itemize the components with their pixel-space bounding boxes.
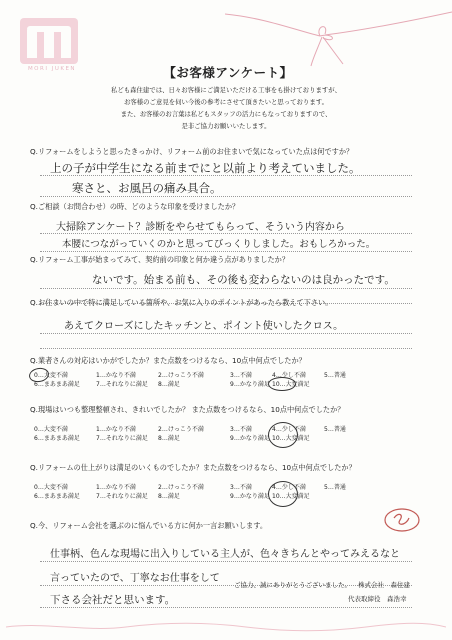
answer-3: ないです。始まる前も、その後も変わらないのは良かったです。 <box>92 274 395 286</box>
scale-option: 0…大変不満 <box>34 484 68 491</box>
scale-option: 8…満足 <box>158 435 180 442</box>
scale-option: 2…けっこう不満 <box>158 372 204 379</box>
scale-option: 6…まあまあ満足 <box>34 493 80 500</box>
scale-option: 8…満足 <box>158 381 180 388</box>
rating-scale-6 <box>34 425 364 443</box>
ceo-name: 代表取締役 森浩幸 <box>348 595 407 603</box>
answer-8-line-3: 下さる会社だと思います。 <box>50 594 176 606</box>
scale-option: 10…大変満足 <box>272 435 310 442</box>
answer-line <box>40 585 412 586</box>
page-title: 【お客様アンケート】 <box>163 65 293 80</box>
scale-option: 4…少し不満 <box>272 484 306 491</box>
answer-2-line-2: 本腰につながっていくのかと思ってびっくりしました。おもしろかった。 <box>62 239 376 250</box>
selection-circle <box>268 481 298 507</box>
answer-8-line-2: 言っていたので、丁寧なお仕事をして <box>50 573 220 584</box>
scale-option: 5…普通 <box>324 484 346 491</box>
logo-m-icon <box>20 18 78 64</box>
scale-option: 2…けっこう不満 <box>158 484 204 491</box>
company-name: 株式会社 森住建 <box>358 581 410 589</box>
scale-option: 8…満足 <box>158 493 180 500</box>
scale-option: 2…けっこう不満 <box>158 426 204 433</box>
scale-option: 9…かなり満足 <box>230 381 270 388</box>
scale-option: 6…まあまあ満足 <box>34 435 80 442</box>
answer-line <box>40 175 412 176</box>
decorative-border <box>6 620 446 634</box>
scale-option: 4…少し不満 <box>272 372 306 379</box>
selection-circle <box>268 422 298 448</box>
intro-line: また、お客様のお言葉は私どもスタッフの活力にもなっておりますので、 <box>120 110 332 119</box>
handwritten-stamp-icon <box>382 506 422 534</box>
question-2: Q.ご相談（お問合わせ）の時、どのような印象を受けましたか？ <box>30 202 240 211</box>
question-8: Q.今、リフォーム会社を選ぶのに悩んでいる方に何か一言お願いします。 <box>30 521 268 530</box>
question-1: Q.リフォームをしようと思ったきっかけ、リフォーム前のお住まいで気になっていた点は何ですか？ <box>30 147 354 156</box>
answer-8-line-1: 仕事柄、色んな現場に出入りしている主人が、色々きちんとやってみえるなと <box>50 549 400 560</box>
thanks-text: ご協力、誠にありがとうございました。 <box>234 581 351 589</box>
answer-2-line-1: 大掃除アンケート？診断をやらせてもらって、そういう内容から <box>56 222 345 233</box>
answer-line <box>40 233 412 234</box>
question-5: Q.業者さんの対応はいかがでしたか？また点数をつけるなら、10点中何点でしたか？ <box>30 356 306 365</box>
rating-scale-5 <box>34 371 364 389</box>
intro-line: 私ども森住建では、日々お客様にご満足いただける工事をも掛けておりますが、 <box>110 86 342 94</box>
scale-option: 3…不満 <box>230 372 252 379</box>
scale-option: 5…普通 <box>324 426 346 433</box>
intro-line: お客様のご意見を伺い今後の参考にさせて頂きたいと思っております。 <box>124 98 328 107</box>
scale-option: 0…大変不満 <box>34 372 68 379</box>
logo-text: MORI JUKEN <box>27 66 77 72</box>
scale-option: 10…大変満足 <box>272 493 310 500</box>
scale-option: 7…それなりに満足 <box>96 381 148 388</box>
scale-option: 1…かなり不満 <box>96 372 136 379</box>
scale-option: 9…かなり満足 <box>230 493 270 500</box>
question-4: Q.お住まいの中で特に満足している箇所や、お気に入りのポイントがあったら教えて下さい。 <box>30 298 333 307</box>
scale-option: 10…大変満足 <box>272 381 310 388</box>
scale-option: 4…少し不満 <box>272 426 306 433</box>
intro-line: 是非ご協力お願いいたします。 <box>181 122 271 131</box>
answer-line <box>40 251 412 252</box>
rating-scale-7 <box>34 483 364 501</box>
answer-4: あえてクローズにしたキッチンと、ポイント使いしたクロス。 <box>64 321 344 332</box>
scale-option: 1…かなり不満 <box>96 484 136 491</box>
scale-option: 0…大変不満 <box>34 426 68 433</box>
company-logo <box>8 18 92 74</box>
scale-option: 5…普通 <box>324 372 346 379</box>
selection-circle <box>268 377 296 391</box>
scale-option: 1…かなり不満 <box>96 426 136 433</box>
answer-line <box>40 196 412 197</box>
answer-line <box>40 333 412 334</box>
answer-line <box>40 561 412 562</box>
scale-option: 3…不満 <box>230 484 252 491</box>
ribbon-decoration <box>225 4 452 68</box>
scale-option: 3…不満 <box>230 426 252 433</box>
answer-1-line-1: 上の子が中学生になる前までにと以前より考えていました。 <box>50 161 361 175</box>
answer-line <box>40 348 412 349</box>
answer-1-line-2: 寒さと、お風呂の痛み具合。 <box>72 181 222 195</box>
scale-option: 9…かなり満足 <box>230 435 270 442</box>
question-6: Q.現場はいつも整理整頓され、きれいでしたか？ また点数をつけるなら、10点中何点でしたか？ <box>30 405 345 414</box>
answer-line <box>40 607 412 608</box>
question-7: Q.リフォームの仕上がりは満足のいくものでしたか？また点数をつけるなら、10点中何点でしたか？ <box>30 463 356 472</box>
scale-option: 7…それなりに満足 <box>96 435 148 442</box>
question-3: Q.リフォーム工事が始まってみて、契約前の印象と何か違う点がありましたか？ <box>30 255 290 264</box>
scale-option: 6…まあまあ満足 <box>34 381 80 388</box>
answer-line <box>40 288 412 289</box>
intro-text <box>20 84 432 132</box>
scale-option: 7…それなりに満足 <box>96 493 148 500</box>
